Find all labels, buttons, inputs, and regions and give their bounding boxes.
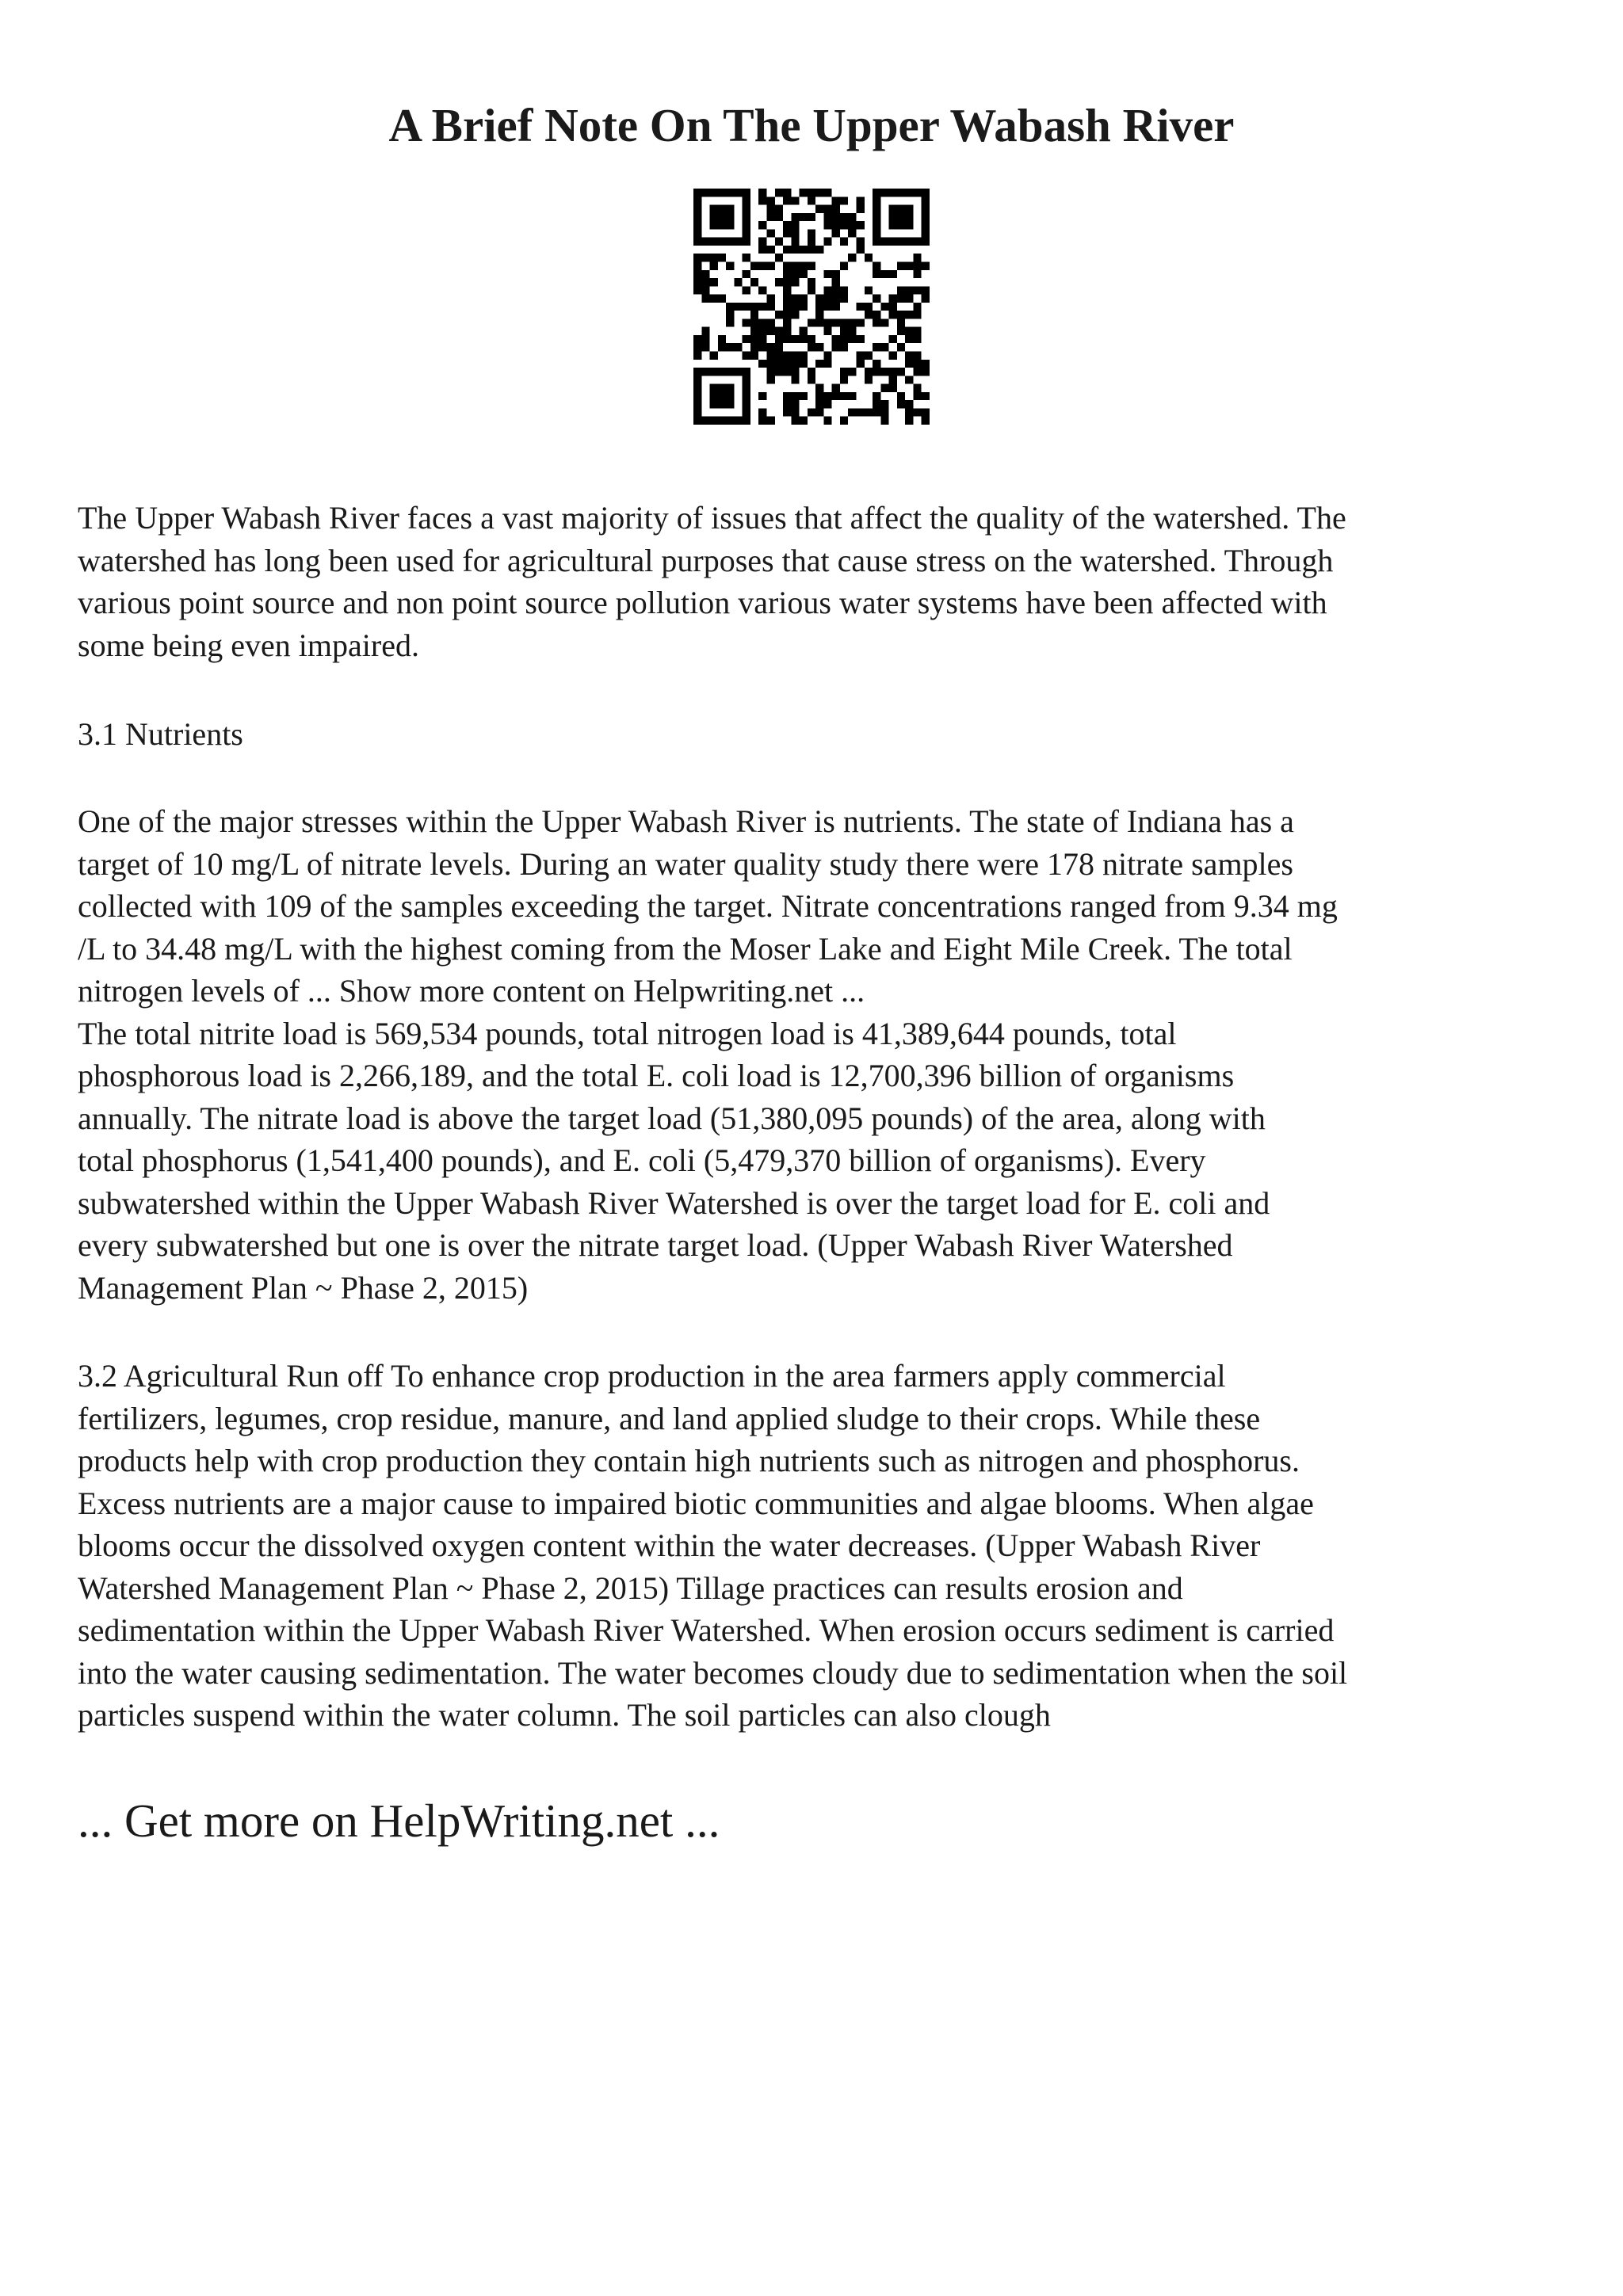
text-line: fertilizers, legumes, crop residue, manure, and land applied sludge to their crops. While these	[78, 1400, 1261, 1436]
text-line: annually. The nitrate load is above the target load (51,380,095 pounds) of the area, along with	[78, 1100, 1266, 1136]
text-line: 3.2 Agricultural Run off To enhance crop production in the area farmers apply commercial	[78, 1358, 1226, 1394]
text-line: /L to 34.48 mg/L with the highest coming from the Moser Lake and Eight Mile Creek. The total	[78, 930, 1293, 967]
text-line: The total nitrite load is 569,534 pounds, total nitrogen load is 41,389,644 pounds, total	[78, 1015, 1177, 1051]
text-line: various point source and non point source pollution various water systems have been affected with	[78, 585, 1327, 620]
text-line: Management Plan ~ Phase 2, 2015)	[78, 1269, 529, 1306]
text-line: total phosphorus (1,541,400 pounds), and E. coli (5,479,370 billion of organisms). Every	[78, 1142, 1206, 1178]
text-line: One of the major stresses within the Upper Wabash River is nutrients. The state of Indiana has a	[78, 803, 1294, 839]
text-line: Excess nutrients are a major cause to impaired biotic communities and algae blooms. When algae	[78, 1485, 1314, 1521]
text-line: Watershed Management Plan ~ Phase 2, 2015) Tillage practices can results erosion and	[78, 1569, 1183, 1606]
text-line: particles suspend within the water column. The soil particles can also clough	[78, 1697, 1051, 1733]
qr-code-graphic	[693, 189, 930, 425]
paragraph-intro	[78, 497, 1568, 666]
text-line: blooms occur the dissolved oxygen content within the water decreases. (Upper Wabash River	[78, 1527, 1261, 1563]
show-more-link[interactable]: nitrogen levels of ... Show more content on Helpwriting.net ...	[78, 973, 865, 1009]
paragraph-agricultural-runoff	[78, 1355, 1568, 1737]
text-line: collected with 109 of the samples exceeding the target. Nitrate concentrations ranged from 9.34 mg	[78, 888, 1338, 924]
section-heading-nutrients: 3.1 Nutrients	[78, 716, 243, 752]
page-title: A Brief Note On The Upper Wabash River	[388, 99, 1235, 151]
text-line: products help with crop production they contain high nutrients such as nitrogen and phosphorus.	[78, 1443, 1300, 1478]
text-line: watershed has long been used for agricultural purposes that cause stress on the watershed. Through	[78, 542, 1334, 578]
text-line: some being even impaired.	[78, 627, 419, 663]
text-line: target of 10 mg/L of nitrate levels. During an water quality study there were 178 nitrate samples	[78, 845, 1293, 882]
text-line: phosphorous load is 2,266,189, and the total E. coli load is 12,700,396 billion of organisms	[78, 1058, 1235, 1093]
get-more-link[interactable]: ... Get more on HelpWriting.net ...	[78, 1794, 720, 1847]
text-line: subwatershed within the Upper Wabash River Watershed is over the target load for E. coli and	[78, 1184, 1270, 1221]
text-line: into the water causing sedimentation. The water becomes cloudy due to sedimentation when the soil	[78, 1654, 1348, 1691]
text-line: every subwatershed but one is over the nitrate target load. (Upper Wabash River Watershed	[78, 1227, 1233, 1263]
text-line: The Upper Wabash River faces a vast majority of issues that affect the quality of the watershed. The	[78, 500, 1346, 536]
paragraph-nutrients	[78, 800, 1568, 1309]
text-line: sedimentation within the Upper Wabash River Watershed. When erosion occurs sediment is carried	[78, 1612, 1335, 1648]
qr-code-icon[interactable]	[693, 189, 930, 425]
